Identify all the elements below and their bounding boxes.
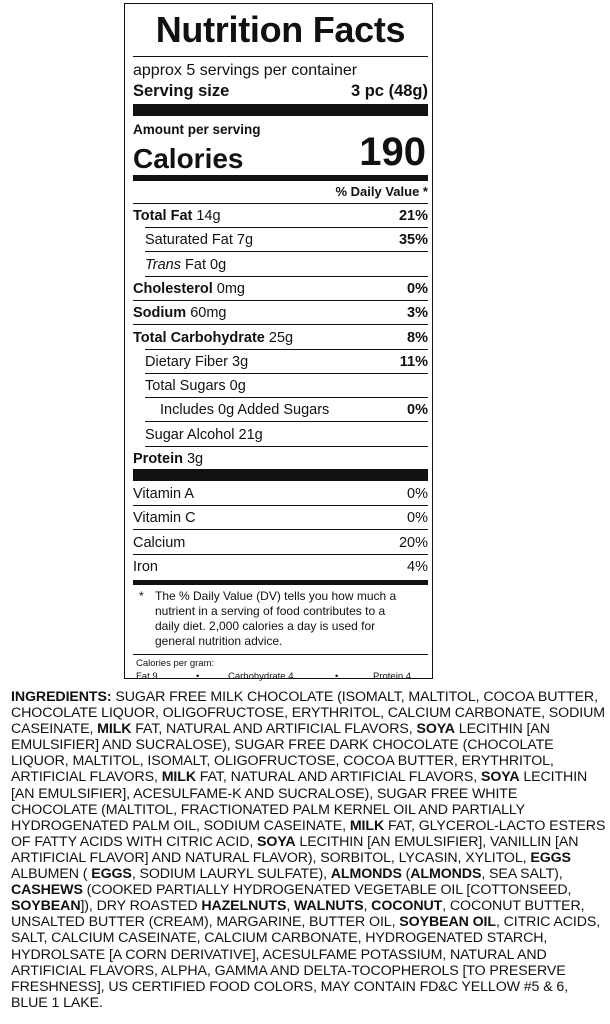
ingredient-segment: ]), DRY ROASTED [80, 898, 202, 915]
nutrient-label [133, 326, 293, 350]
servings-per-container: approx 5 servings per container [133, 62, 358, 79]
vitamin-name: Vitamin C [133, 510, 196, 527]
thick-divider [133, 104, 428, 116]
vitamin-row [133, 482, 428, 506]
footnote-text: The % Daily Value (DV) tells you how much a nutrient in a serving of food contributes to a daily diet. 2,000 calories a day is used for general nutrition advice. [155, 589, 397, 648]
ingredient-allergen: SOYA [416, 721, 455, 738]
cpg-fat: Fat 9 [136, 671, 158, 682]
ingredient-allergen: MILK [161, 769, 196, 786]
ingredient-segment: ( [401, 866, 411, 883]
nutrient-label [145, 253, 226, 277]
bullet: • [335, 671, 339, 682]
nutrient-amount: 14g [192, 208, 221, 224]
ingredient-segment: FAT, NATURAL AND ARTIFICIAL FLAVORS, [195, 769, 481, 786]
nutrient-daily-value: 21% [398, 208, 428, 224]
ingredient-allergen: ALMONDS [330, 866, 402, 883]
nutrient-name: Total Carbohydrate [133, 329, 265, 346]
calories-per-gram [133, 658, 428, 683]
ingredient-segment: , [363, 898, 372, 915]
nutrient-name: Protein [133, 451, 183, 467]
nutrient-daily-value: 0% [407, 280, 428, 297]
ingredient-allergen: WALNUTS [294, 898, 364, 915]
ingredient-segment: , SODIUM LAURYL SULFATE), [131, 866, 331, 883]
ingredient-allergen: INGREDIENTS: [11, 689, 112, 705]
vitamin-daily-value: 0% [407, 486, 428, 502]
bullet: • [196, 671, 200, 682]
panel-title: Nutrition Facts [155, 9, 406, 50]
nutrient-name: Cholesterol [133, 280, 213, 297]
ingredient-allergen: MILK [97, 721, 132, 738]
nutrient-name: Sugar Alcohol [145, 426, 235, 443]
nutrient-daily-value: 8% [407, 329, 428, 346]
nutrient-row [133, 326, 428, 350]
ingredient-segment: FAT, NATURAL AND ARTIFICIAL FLAVORS, [131, 721, 417, 738]
vitamin-name: Vitamin A [133, 486, 194, 502]
footnote [137, 589, 424, 649]
cpg-protein: Protein 4 [373, 671, 412, 682]
ingredient-segment: (COOKED PARTIALLY HYDROGENATED VEGETABLE OIL [COTTONSEED, [82, 882, 572, 899]
ingredient-segment: , SEA SALT), [481, 866, 563, 883]
ingredient-allergen: SOYA [480, 769, 520, 786]
nutrient-name: Dietary Fiber [145, 353, 228, 370]
ingredient-allergen: SOYA [257, 833, 296, 850]
nutrient-label [145, 423, 263, 447]
serving-size-row [133, 81, 428, 101]
nutrient-row [133, 423, 428, 447]
ingredient-segment: FAT, GLYCEROL-LACTO ESTERS OF FATTY ACIDS WITH CITRIC ACID, [11, 817, 606, 850]
ingredient-segment: LECITHIN [AN EMULSIFIER], ACESULFAME-K AND SUCRALOSE), SUGAR FREE WHITE CHOCOLATE (MALTITOL, FRACTIONATED PALM KERNEL OIL AND PARTIALLY HYDROGENATED PALM OIL, SODIUM CASEINATE, [11, 769, 588, 834]
nutrient-amount: 60mg [186, 305, 227, 322]
nutrient-amount: 3g [182, 451, 204, 467]
serving-size-value: 3 pc (48g) [350, 82, 428, 100]
nutrient-label [133, 447, 203, 471]
nutrient-label [145, 350, 248, 374]
cpg-carbohydrate: Carbohydrate 4 [228, 671, 294, 682]
nutrient-name: Saturated Fat [145, 232, 233, 249]
ingredient-allergen: MILK [349, 817, 385, 834]
nutrient-amount: 21g [234, 426, 263, 443]
nutrient-name: Includes 0g Added Sugars [160, 402, 330, 419]
nutrient-label [133, 204, 221, 228]
nutrient-daily-value: 3% [407, 305, 428, 322]
nutrient-row [133, 301, 428, 325]
vitamin-name: Calcium [133, 534, 186, 551]
calories-per-gram-label: Calories per gram: [136, 658, 215, 669]
vitamin-daily-value: 20% [398, 534, 428, 551]
nutrient-amount: 0g [225, 378, 246, 395]
ingredient-segment: LECITHIN [AN EMULSIFIER], VANILLIN [AN ARTIFICIAL FLAVOR] AND NATURAL FLAVOR), SORBITOL, LYCASIN, XYLITOL, [11, 833, 579, 866]
nutrient-daily-value: 0% [407, 402, 428, 419]
nutrient-daily-value: 11% [399, 353, 428, 370]
nutrient-amount: 0mg [212, 280, 246, 297]
nutrient-row [133, 374, 428, 398]
nutrient-amount: 7g [232, 232, 254, 249]
nutrient-name: Trans [145, 256, 181, 273]
divider [133, 56, 428, 57]
nutrient-row [133, 228, 428, 252]
ingredient-segment: ALBUMEN ( [11, 866, 92, 883]
vitamin-daily-value: 0% [407, 510, 428, 527]
vitamin-row [133, 506, 428, 530]
daily-value-header: % Daily Value * [335, 184, 428, 199]
nutrient-name: Total Sugars [145, 378, 226, 395]
nutrient-label [145, 374, 246, 398]
nutrient-amount: 25g [264, 329, 294, 346]
ingredient-allergen: SOYBEAN OIL [399, 914, 496, 931]
amount-per-serving: Amount per serving [133, 122, 261, 137]
vitamin-row [133, 555, 428, 579]
ingredient-allergen: COCONUT [371, 898, 443, 915]
nutrient-amount: 3g [228, 353, 249, 370]
nutrient-name: Sodium [133, 305, 187, 322]
thick-divider [133, 469, 428, 481]
nutrient-row [133, 277, 428, 301]
nutrient-name: Total Fat [133, 208, 193, 224]
vitamin-name: Iron [133, 558, 158, 575]
footnote-star: * [139, 589, 144, 603]
ingredients-text [11, 689, 607, 1011]
nutrient-label [145, 228, 253, 252]
nutrient-row [133, 447, 428, 471]
medium-divider [133, 175, 428, 181]
nutrition-facts-panel [124, 3, 433, 682]
nutrient-label [133, 277, 245, 301]
ingredient-segment: LECITHIN [AN EMULSIFIER] AND SUCRALOSE), SUGAR FREE DARK CHOCOLATE (CHOCOLATE LIQUOR, MALTITOL, ISOMALT, OLIGOFRUCTOSE, COCOA BUTTER, ERYTHRITOL, ARTIFICIAL FLAVORS, [11, 721, 554, 786]
nutrient-label [133, 301, 226, 325]
ingredient-segment: SUGAR FREE MILK CHOCOLATE (ISOMALT, MALTITOL, COCOA BUTTER, CHOCOLATE LIQUOR, OLIGOFRUCTOSE, ERYTHRITOL, CALCIUM CARBONATE, SODIUM CASEINATE, [11, 689, 605, 738]
serving-size-label: Serving size [133, 82, 230, 100]
vitamin-row [133, 531, 428, 555]
calories-value: 190 [359, 130, 426, 174]
ingredient-allergen: EGGS [91, 866, 132, 883]
nutrient-row [133, 204, 428, 228]
ingredient-segment: , [286, 898, 295, 915]
calories-label: Calories [133, 143, 244, 174]
nutrient-daily-value: 35% [398, 232, 428, 249]
ingredient-allergen: EGGS [530, 849, 571, 866]
nutrient-row [133, 253, 428, 277]
ingredient-allergen: ALMONDS [410, 866, 482, 883]
vitamin-daily-value: 4% [407, 558, 428, 575]
ingredient-segment: , COCONUT BUTTER, UNSALTED BUTTER (CREAM), MARGARINE, BUTTER OIL, [11, 898, 585, 931]
ingredient-allergen: CASHEWS [11, 882, 83, 899]
medium-divider [133, 580, 428, 585]
nutrient-label [160, 398, 329, 422]
nutrient-row [133, 350, 428, 374]
divider [133, 654, 428, 655]
ingredient-allergen: HAZELNUTS [201, 898, 287, 915]
ingredient-segment: , CITRIC ACIDS, SALT, CALCIUM CASEINATE, CALCIUM CARBONATE, HYDROGENATED STARCH, HYDROLSATE [A CORN DERIVATIVE], ACESULFAME POTASSIUM, NATURAL AND ARTIFICIAL FLAVORS, ALPHA, GAMMA AND DELTA-TOCOPHEROLS [TO PRESERVE FRESHNESS], US CERTIFIED FOOD COLORS, MAY CONTAIN FD&C YELLOW #5 & 6, BLUE 1 LAKE. [11, 914, 601, 1011]
nutrient-amount: Fat 0g [181, 256, 227, 273]
nutrient-row [133, 398, 428, 422]
ingredient-allergen: SOYBEAN [11, 898, 81, 915]
